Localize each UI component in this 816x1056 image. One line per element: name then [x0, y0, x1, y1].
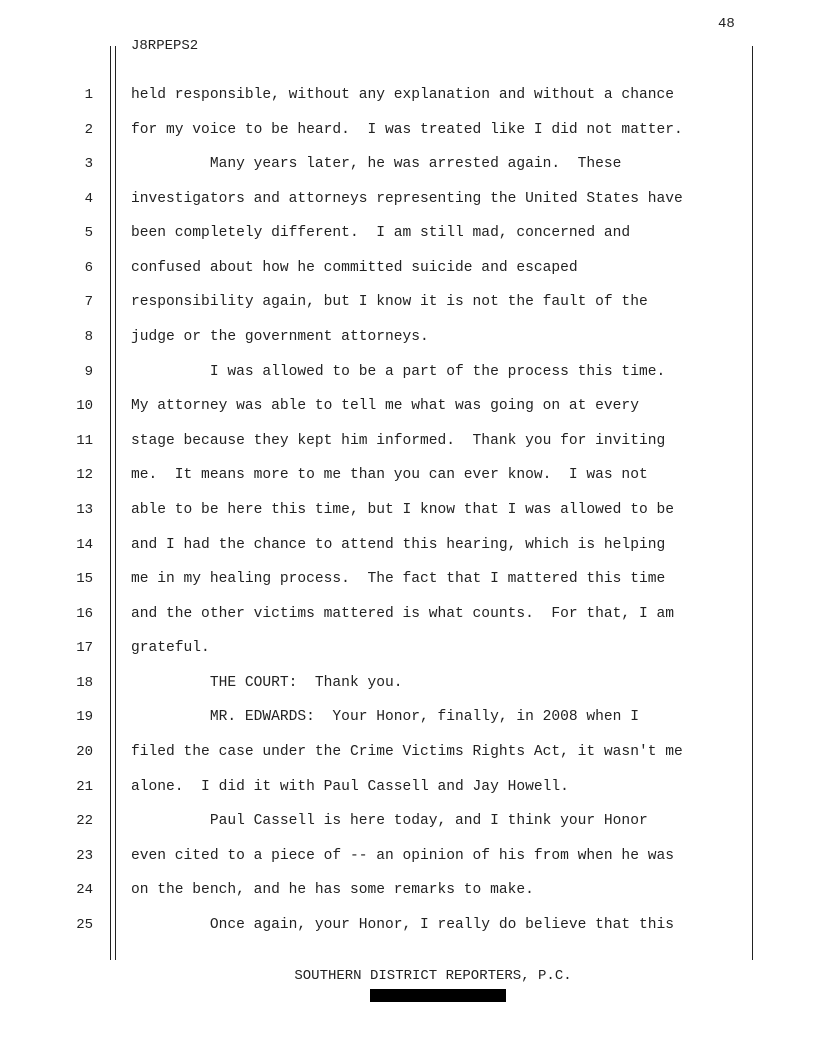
case-id: J8RPEPS2: [131, 38, 199, 54]
line-number: 21: [76, 779, 93, 795]
transcript-line: THE COURT: Thank you.: [131, 675, 403, 691]
line-number: 10: [76, 398, 93, 414]
line-number: 14: [76, 537, 93, 553]
transcript-line: responsibility again, but I know it is not the fault of the: [131, 294, 648, 310]
left-margin-rule-outer: [110, 46, 111, 960]
redaction-bar: [370, 989, 506, 1002]
line-number: 9: [84, 364, 93, 380]
line-number: 16: [76, 606, 93, 622]
line-number: 2: [84, 122, 93, 138]
transcript-line: investigators and attorneys representing the United States have: [131, 191, 683, 207]
transcript-line: stage because they kept him informed. Thank you for inviting: [131, 433, 666, 449]
line-number: 5: [84, 225, 93, 241]
line-number: 23: [76, 848, 93, 864]
right-margin-rule: [752, 46, 753, 960]
line-number: 3: [84, 156, 93, 172]
line-number: 24: [76, 882, 93, 898]
line-number: 4: [84, 191, 93, 207]
transcript-line: on the bench, and he has some remarks to make.: [131, 882, 534, 898]
transcript-line: My attorney was able to tell me what was going on at every: [131, 398, 639, 414]
transcript-line: MR. EDWARDS: Your Honor, finally, in 2008 when I: [131, 709, 639, 725]
transcript-line: confused about how he committed suicide and escaped: [131, 260, 578, 276]
line-number: 25: [76, 917, 93, 933]
transcript-line: and I had the chance to attend this hearing, which is helping: [131, 537, 666, 553]
transcript-line: Many years later, he was arrested again. These: [131, 156, 622, 172]
page-number: 48: [718, 16, 735, 32]
line-number: 1: [84, 87, 93, 103]
line-number: 17: [76, 640, 93, 656]
transcript-line: held responsible, without any explanation and without a chance: [131, 87, 674, 103]
line-number: 22: [76, 813, 93, 829]
line-number: 6: [84, 260, 93, 276]
transcript-line: even cited to a piece of -- an opinion of his from when he was: [131, 848, 674, 864]
transcript-line: filed the case under the Crime Victims Rights Act, it wasn't me: [131, 744, 683, 760]
line-number: 7: [84, 294, 93, 310]
transcript-line: me. It means more to me than you can ever know. I was not: [131, 467, 648, 483]
transcript-line: for my voice to be heard. I was treated like I did not matter.: [131, 122, 683, 138]
transcript-line: been completely different. I am still mad, concerned and: [131, 225, 631, 241]
transcript-line: I was allowed to be a part of the process this time.: [131, 364, 666, 380]
line-number: 8: [84, 329, 93, 345]
transcript-line: Once again, your Honor, I really do believe that this: [131, 917, 674, 933]
transcript-line: alone. I did it with Paul Cassell and Jay Howell.: [131, 779, 569, 795]
line-number: 20: [76, 744, 93, 760]
transcript-line: judge or the government attorneys.: [131, 329, 429, 345]
footer-reporter: SOUTHERN DISTRICT REPORTERS, P.C.: [294, 968, 572, 984]
line-number: 12: [76, 467, 93, 483]
line-number: 18: [76, 675, 93, 691]
line-number: 11: [76, 433, 93, 449]
transcript-line: grateful.: [131, 640, 210, 656]
left-margin-rule-inner: [115, 46, 116, 960]
transcript-line: Paul Cassell is here today, and I think your Honor: [131, 813, 648, 829]
transcript-line: me in my healing process. The fact that I mattered this time: [131, 571, 666, 587]
transcript-line: able to be here this time, but I know that I was allowed to be: [131, 502, 674, 518]
line-number: 19: [76, 709, 93, 725]
line-number: 15: [76, 571, 93, 587]
line-number: 13: [76, 502, 93, 518]
transcript-line: and the other victims mattered is what counts. For that, I am: [131, 606, 674, 622]
